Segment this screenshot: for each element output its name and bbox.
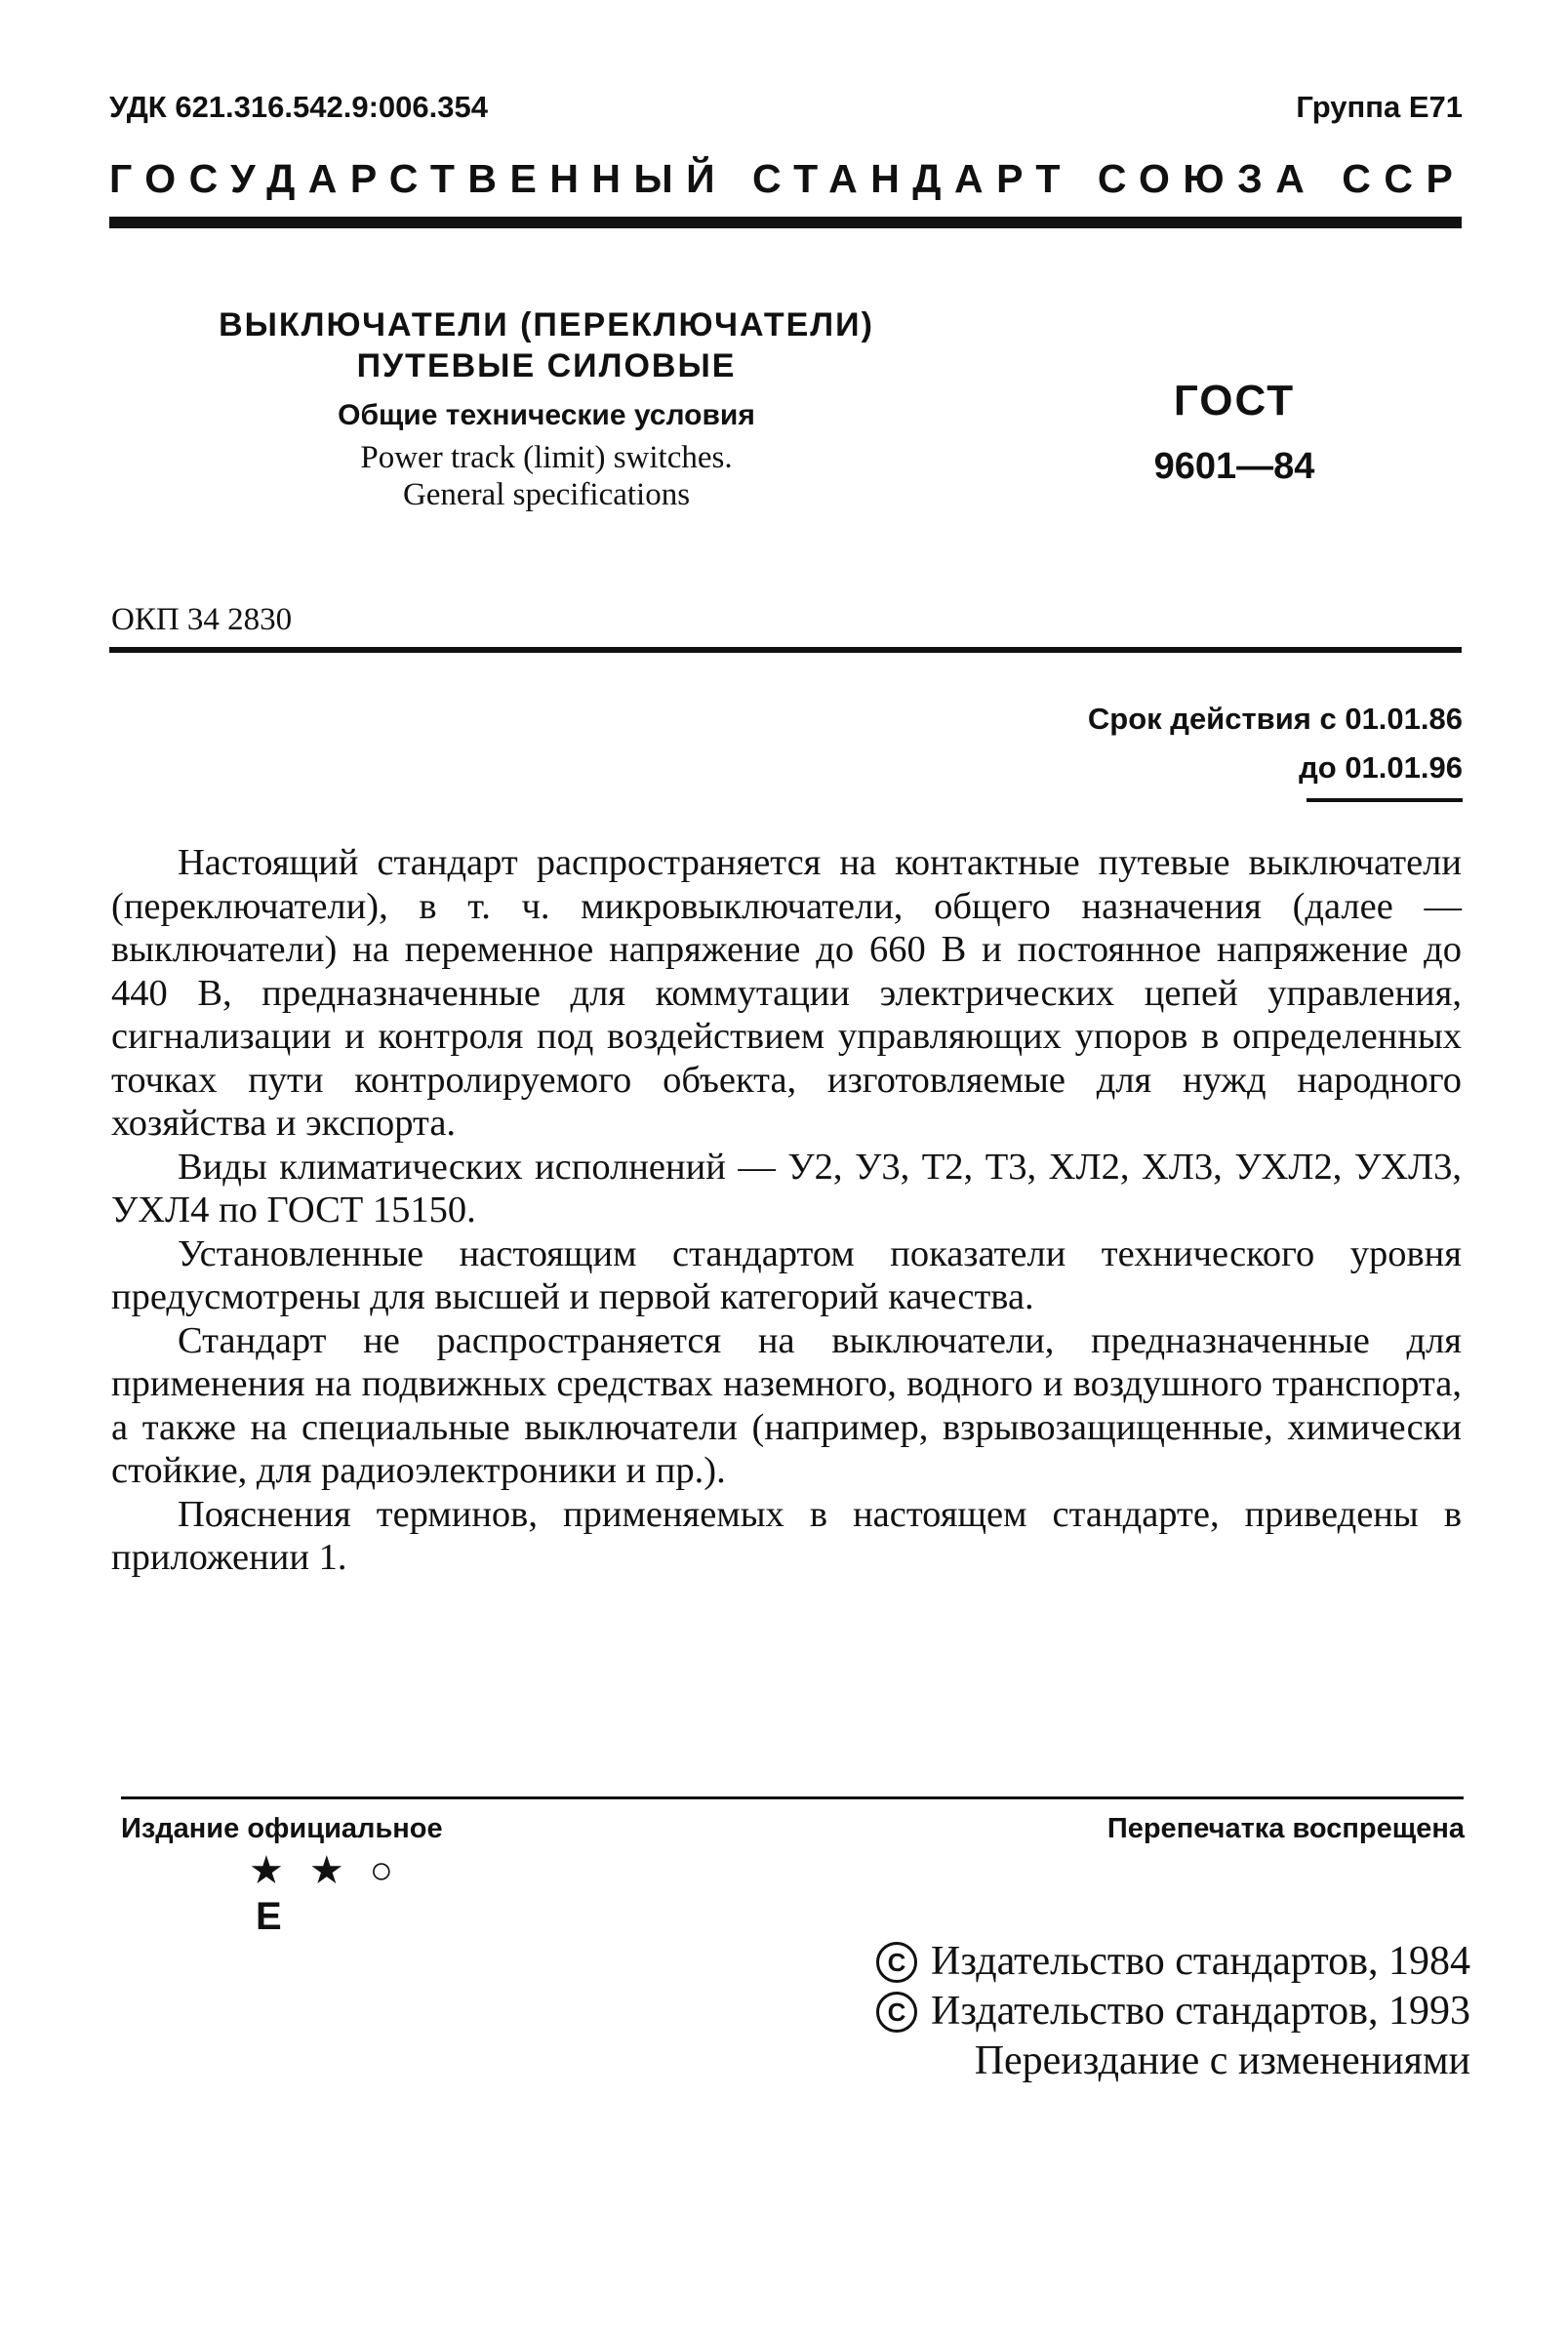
- gost-number: 9601—84: [1153, 446, 1315, 487]
- copyright-block: [876, 1937, 1470, 2086]
- copyright-1993-text: Издательство стандартов, 1993: [931, 1989, 1470, 2034]
- validity-underline: [1307, 798, 1463, 802]
- paragraph-terms: Пояснения терминов, применяемых в настоящем стандарте, приведены в приложении 1.: [111, 1493, 1462, 1578]
- copyright-icon: C: [876, 1992, 917, 2033]
- document-title-block: [166, 304, 927, 513]
- okp-divider: [109, 647, 1462, 653]
- copyright-1984-text: Издательство стандартов, 1984: [931, 1939, 1470, 1984]
- validity-from: Срок действия с 01.01.86: [1087, 702, 1463, 736]
- paragraph-quality: Установленные настоящим стандартом показатели технического уровня предусмотрены для высшей и первой категорий качества.: [111, 1232, 1462, 1317]
- official-edition-label: Издание официальное: [121, 1813, 443, 1844]
- title-subtitle: Общие технические условия: [338, 399, 755, 431]
- state-standard-title: ГОСУДАРСТВЕННЫЙ СТАНДАРТ СОЮЗА ССР: [109, 156, 1467, 201]
- reprint-prohibited-label: Перепечатка воспрещена: [1106, 1813, 1465, 1844]
- copyright-icon: C: [876, 1942, 917, 1983]
- validity-period: [975, 695, 1463, 792]
- title-line-1: ВЫКЛЮЧАТЕЛИ (ПЕРЕКЛЮЧАТЕЛИ): [219, 306, 874, 343]
- body-text: [111, 841, 1462, 1580]
- reissue-note: Переиздание с изменениями: [974, 2038, 1470, 2083]
- edition-letter: Е: [256, 1895, 282, 1938]
- footer-divider: [121, 1796, 1464, 1799]
- copyright-1993: [876, 1987, 1470, 2037]
- header-divider: [109, 217, 1462, 228]
- paragraph-exclusions: Стандарт не распространяется на выключатели, предназначенные для применения на подвижных средствах наземного, водного и воздушного транспорта, а также на специальные выключатели (например, взрывозащищенные, химически стойкие, для радиоэлектроники и пр.).: [111, 1319, 1462, 1491]
- gost-label: ГОСТ: [1173, 377, 1296, 424]
- okp-code: ОКП 34 2830: [111, 602, 293, 637]
- paragraph-climatic: Виды климатических исполнений — У2, У3, Т2, Т3, ХЛ2, ХЛ3, УХЛ2, УХЛ3, УХЛ4 по ГОСТ 15150.: [111, 1146, 1462, 1230]
- udk-code: УДК 621.316.542.9:006.354: [109, 90, 488, 124]
- validity-to: до 01.01.96: [1299, 750, 1463, 785]
- gost-designation: [1122, 376, 1347, 491]
- title-line-2: ПУТЕВЫЕ СИЛОВЫЕ: [356, 347, 737, 384]
- edition-marks: ★ ★ ○: [249, 1848, 401, 1892]
- english-title-line-2: General specifications: [402, 477, 691, 512]
- group-code: Группа Е71: [1296, 90, 1463, 124]
- english-title-line-1: Power track (limit) switches.: [360, 440, 733, 475]
- paragraph-scope: Настоящий стандарт распространяется на контактные путевые выключатели (переключатели), в т. ч. микровыключатели, общего назначения (далее — выключатели) на переменное напряжение до 660 В и постоянное напряжение до 440 В, предназначенные для коммутации электрических цепей управления, сигнализации и контроля под воздействием управляющих упоров в определенных точках пути контролируемого объекта, изготовляемые для нужд народного хозяйства и экспорта.: [111, 842, 1462, 1144]
- copyright-1984: [876, 1937, 1470, 1987]
